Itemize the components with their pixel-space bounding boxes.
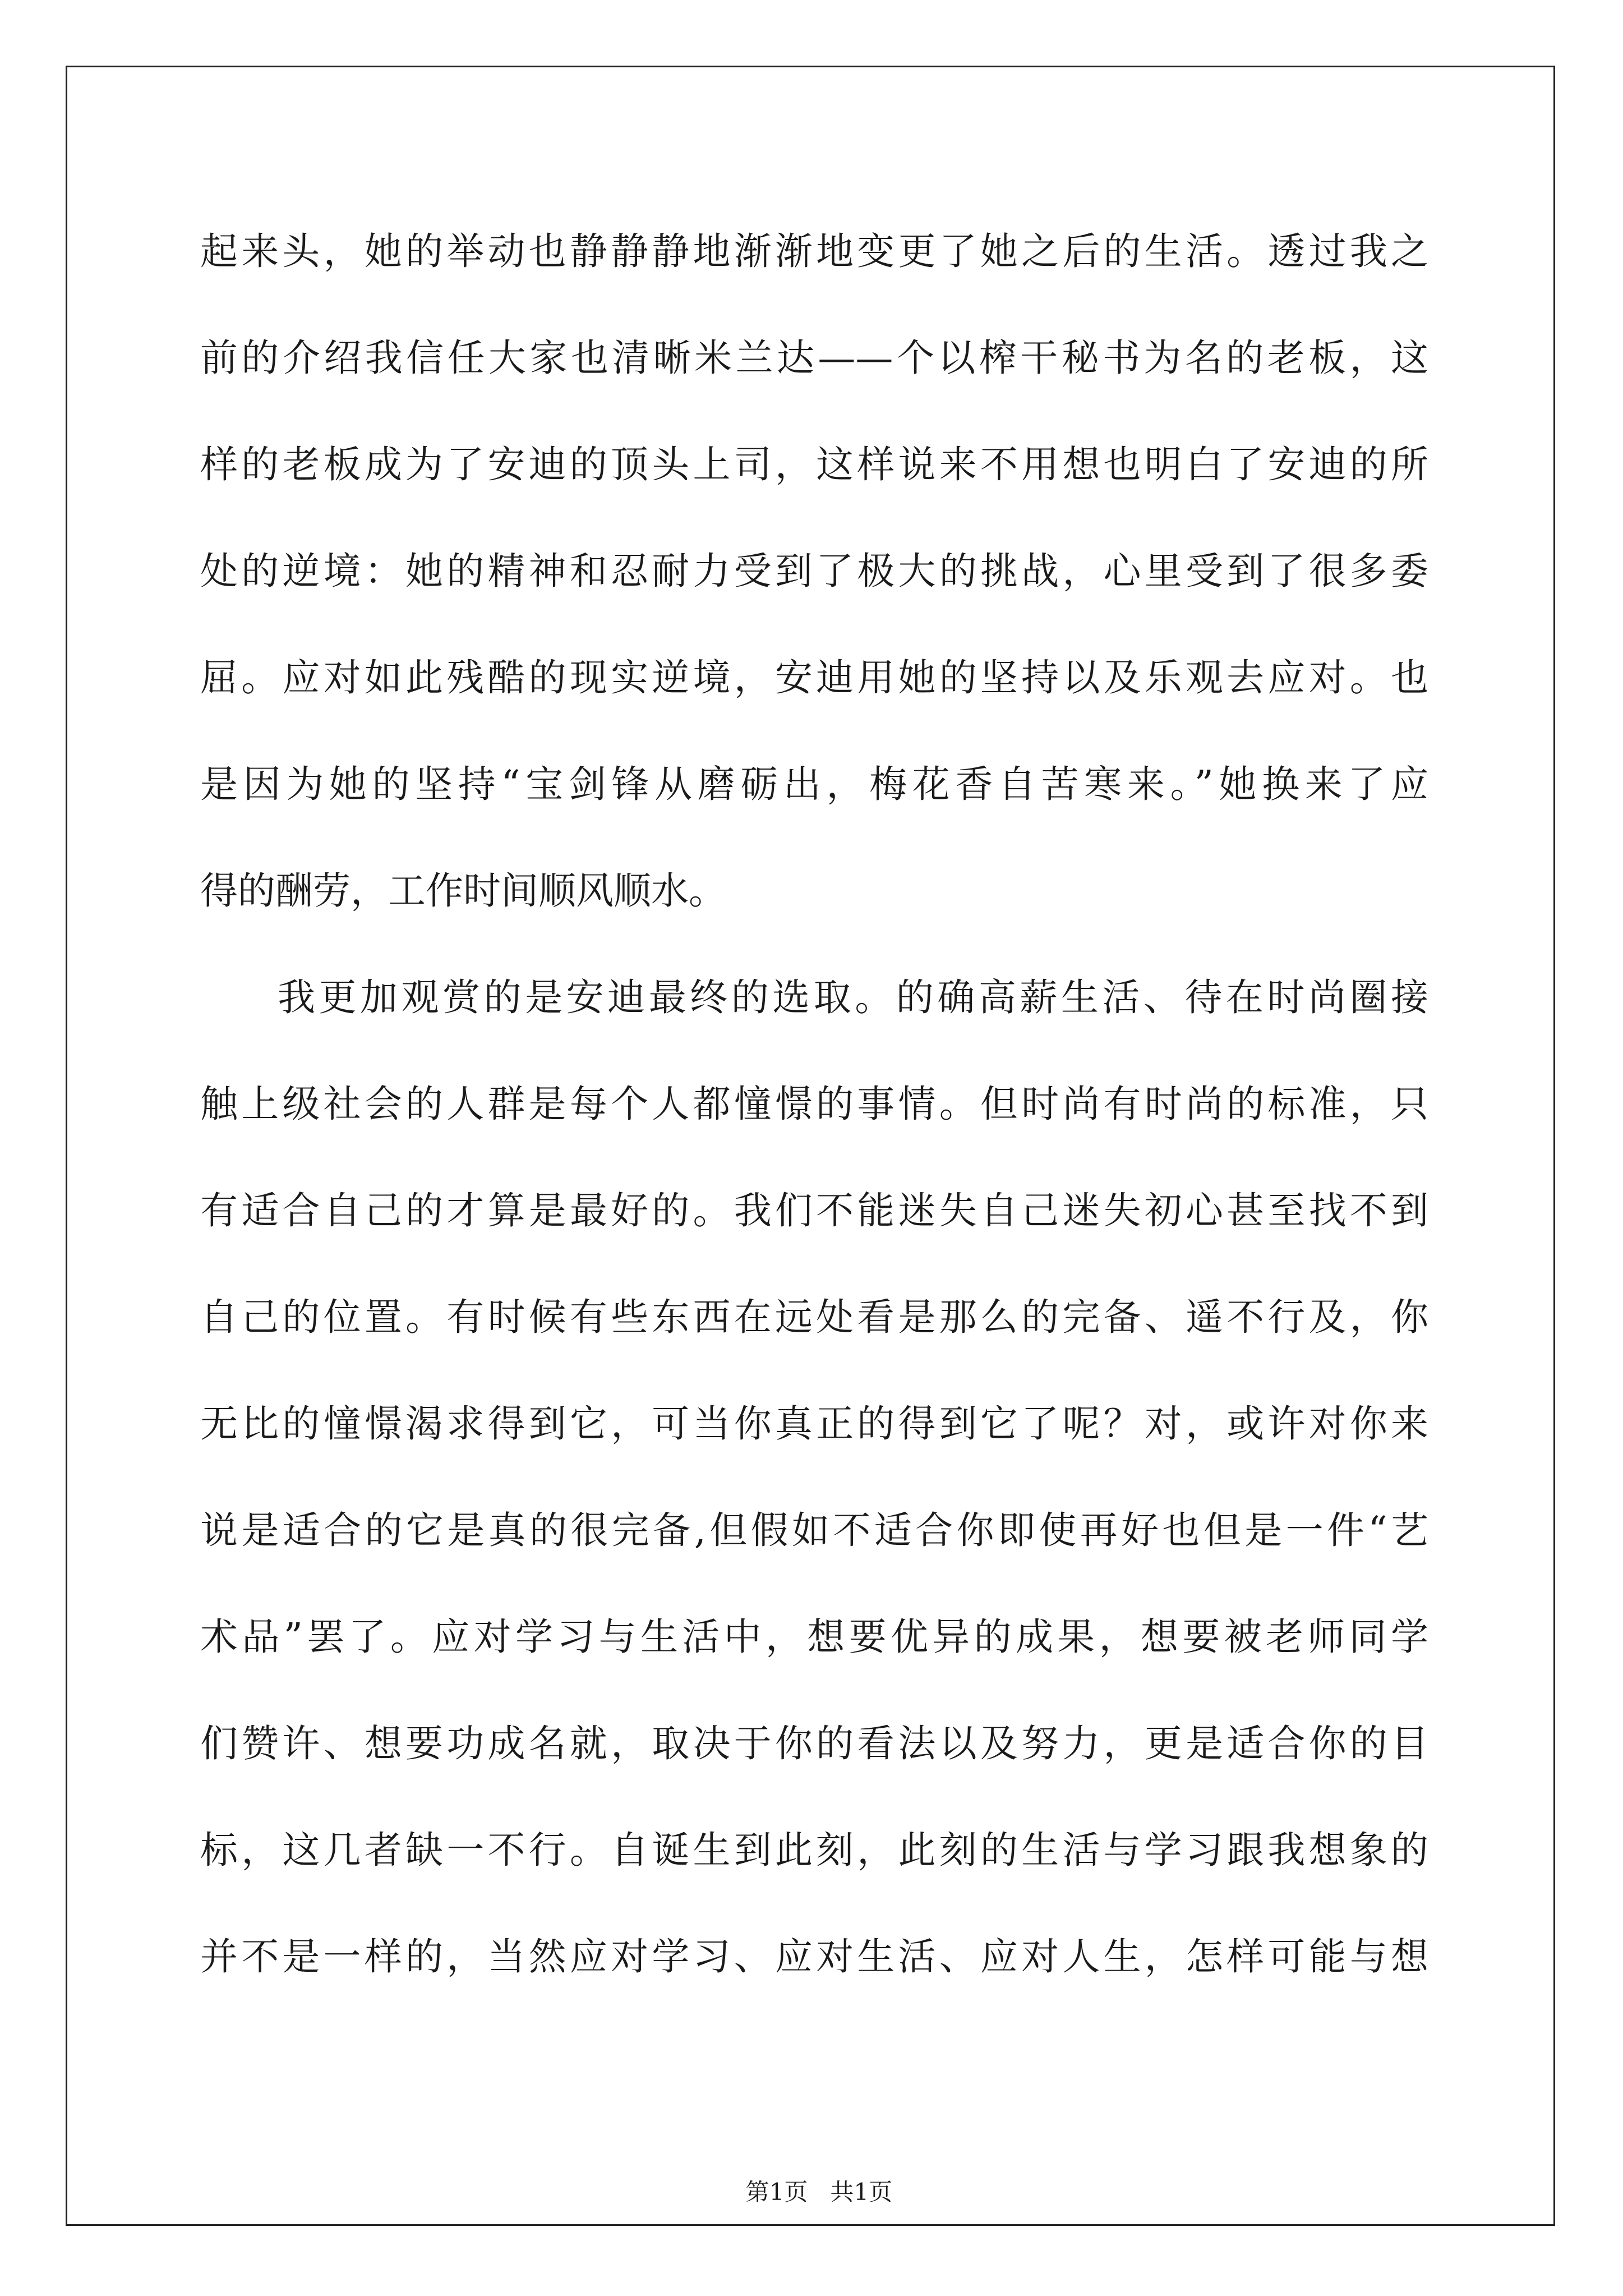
- text-line: 是因为她的坚持“宝剑锋从磨砺出，梅花香自苦寒来。”她换来了应: [200, 762, 1428, 806]
- text-line: 触上级社会的人群是每个人都憧憬的事情。但时尚有时尚的标准，只: [200, 1082, 1428, 1126]
- text-line: 处的逆境：她的精神和忍耐力受到了极大的挑战，心里受到了很多委: [200, 549, 1428, 593]
- text-line: 样的老板成为了安迪的顶头上司，这样说来不用想也明白了安迪的所: [200, 443, 1428, 486]
- text-line: 标，这几者缺一不行。自诞生到此刻，此刻的生活与学习跟我想象的: [200, 1828, 1428, 1872]
- page-footer: [0, 2142, 1623, 2209]
- document-body: [200, 198, 1428, 2010]
- text-line: 得的酬劳，工作时间顺风顺水。: [200, 869, 726, 913]
- text-line: 前的介绍我信任大家也清晰米兰达——个以榨干秘书为名的老板，这: [200, 336, 1428, 380]
- text-line: 无比的憧憬渴求得到它，可当你真正的得到它了呢？对，或许对你来: [200, 1402, 1428, 1446]
- text-line: 屈。应对如此残酷的现实逆境，安迪用她的坚持以及乐观去应对。也: [200, 656, 1428, 700]
- page-number-label: 第1页 共1页: [745, 2178, 893, 2206]
- text-line: 并不是一样的，当然应对学习、应对生活、应对人生，怎样可能与想: [200, 1935, 1428, 1978]
- text-line: 说是适合的它是真的很完备,但假如不适合你即使再好也但是一件“艺: [200, 1508, 1428, 1552]
- text-line: 起来头，她的举动也静静静地渐渐地变更了她之后的生活。透过我之: [200, 229, 1428, 273]
- text-line: 自己的位置。有时候有些东西在远处看是那么的完备、遥不行及，你: [200, 1295, 1428, 1339]
- paragraph-first-line: 我更加观赏的是安迪最终的选取。的确高薪生活、待在时尚圈接: [278, 976, 1428, 1019]
- text-line: 们赞许、想要功成名就，取决于你的看法以及努力，更是适合你的目: [200, 1722, 1428, 1765]
- text-line: 术品”罢了。应对学习与生活中，想要优异的成果，想要被老师同学: [200, 1615, 1428, 1659]
- text-line: 有适合自己的才算是最好的。我们不能迷失自己迷失初心甚至找不到: [200, 1189, 1428, 1232]
